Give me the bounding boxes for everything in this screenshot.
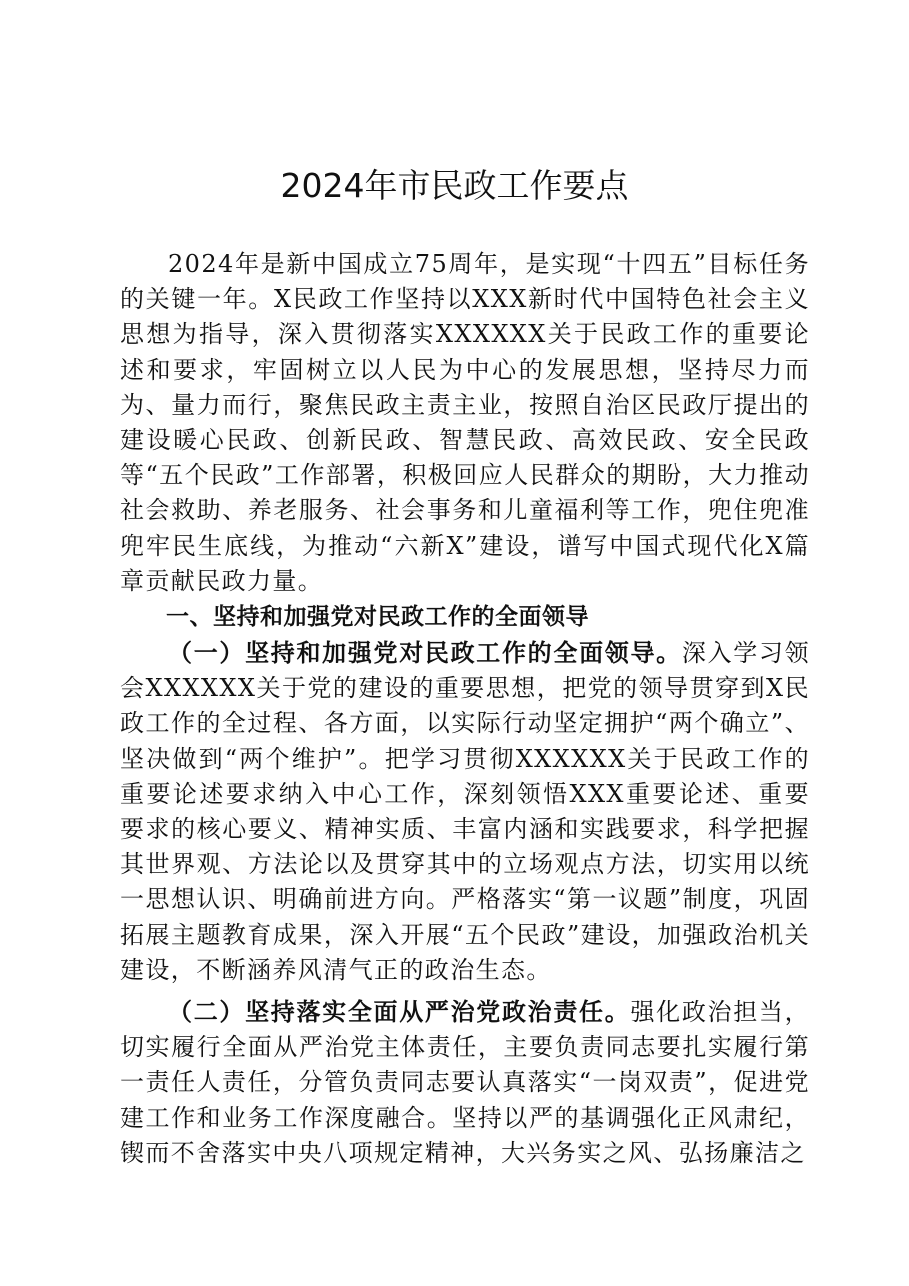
section-1-item-2-text: 强化政治担当，切实履行全面从严治党主体责任，主要负责同志要扎实履行第一责任人责任，分管负责同志要认真落实“一岗双责”，促进党建工作和业务工作深度融合。坚持以严的基调强化正风肃纪，锲而不舍落实中央八项规定精神，大兴务实之风、弘扬廉洁之: [120, 998, 810, 1167]
document-title: 2024年市民政工作要点: [280, 166, 629, 205]
section-1-heading: 一、坚持和加强党对民政工作的全面领导: [166, 604, 589, 631]
section-1-item-1-lead: （一）坚持和加强党对民政工作的全面领导。: [168, 638, 682, 668]
section-1-item-2: [120, 994, 810, 1171]
intro-paragraph: 2024年是新中国成立75周年，是实现“十四五”目标任务的关键一年。X民政工作坚持以XXX新时代中国特色社会主义思想为指导，深入贯彻落实XXXXXX关于民政工作的重要论述和要求，牢固树立以人民为中心的发展思想，坚持尽力而为、量力而行，聚焦民政主责主业，按照自治区民政厅提出的建设暖心民政、创新民政、智慧民政、高效民政、安全民政等“五个民政”工作部署，积极回应人民群众的期盼，大力推动社会救助、养老服务、社会事务和儿童福利等工作，兜住兜准兜牢民生底线，为推动“六新X”建设，谱写中国式现代化X篇章贡献民政力量。: [120, 250, 810, 595]
section-1-item-2-lead: （二）坚持落实全面从严治党政治责任。: [168, 997, 631, 1027]
section-1-item-1: [120, 635, 810, 988]
section-1-item-1-text: 深入学习领会XXXXXX关于党的建设的重要思想，把党的领导贯穿到X民政工作的全过程、各方面，以实际行动坚定拥护“两个确立”、坚决做到“两个维护”。把学习贯彻XXXXXX关于民政工作的重要论述要求纳入中心工作，深刻领悟XXX重要论述、重要要求的核心要义、精神实质、丰富内涵和实践要求，科学把握其世界观、方法论以及贯穿其中的立场观点方法，切实用以统一思想认识、明确前进方向。严格落实“第一议题”制度，巩固拓展主题教育成果，深入开展“五个民政”建设，加强政治机关建设，不断涵养风清气正的政治生态。: [120, 639, 811, 984]
document-body: [120, 247, 810, 1171]
